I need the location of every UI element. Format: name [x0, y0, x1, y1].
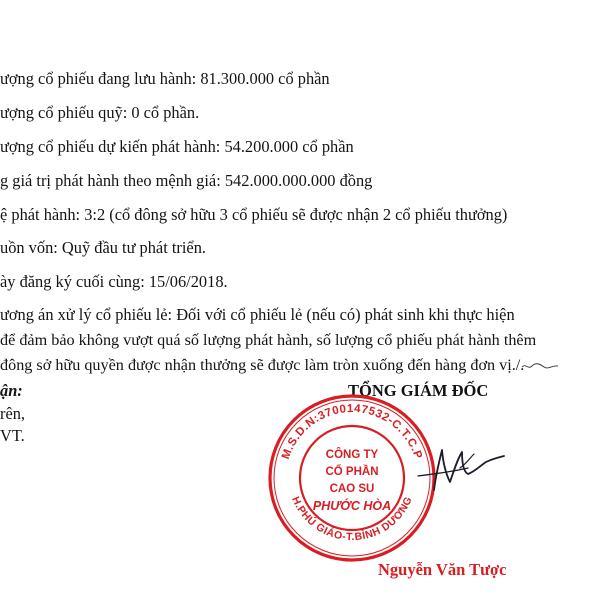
planned-issue-shares-line: ượng cổ phiếu dự kiến phát hành: 54.200.000 cổ phần — [0, 137, 354, 156]
issue-ratio-line: ệ phát hành: 3:2 (cổ đông sở hữu 3 cổ phiếu sẽ được nhận 2 cổ phiếu thưởng) — [0, 205, 508, 224]
handwritten-signature-icon — [412, 428, 522, 504]
seal-center-line-4: PHƯỚC HÒA — [312, 499, 392, 513]
outstanding-shares-line: ượng cổ phiếu đang lưu hành: 81.300.000 cổ phần — [0, 69, 330, 88]
seal-ring-text-bottom: H.PHÚ GIÁO-T.BÌNH DƯƠNG — [289, 494, 415, 544]
treasury-shares-line: ượng cổ phiếu quỹ: 0 cổ phần. — [0, 103, 200, 122]
recipient-line-1: rên, — [0, 404, 26, 423]
total-par-value-line: g giá trị phát hành theo mệnh giá: 542.000.000.000 đồng — [0, 171, 373, 190]
recipient-line-2: VT. — [0, 426, 25, 445]
odd-lot-handling-line-3: đông sở hữu quyền được nhận thưởng sẽ được làm tròn xuống đến hàng đơn vị./. — [0, 356, 525, 374]
funding-source-line: uồn vốn: Quỹ đầu tư phát triển. — [0, 238, 206, 257]
seal-ring-text-top: M.S.D.N:3700147532-C.T.C.P — [279, 402, 425, 461]
odd-lot-handling-line: ương án xử lý cổ phiếu lẻ: Đối với cổ phiếu lẻ (nếu có) phát sinh khi thực hiện — [0, 305, 515, 324]
signer-name: Nguyễn Văn Tược — [378, 560, 507, 579]
recipients-heading: ận: — [0, 381, 23, 400]
initial-mark-icon — [520, 360, 560, 372]
odd-lot-handling-line-2: để đảm bảo không vượt quá số lượng phát hành, số lượng cổ phiếu phát hành thêm — [0, 331, 537, 349]
seal-center-line-3: CAO SU — [329, 483, 375, 495]
record-date-line: ày đăng ký cuối cùng: 15/06/2018. — [0, 272, 228, 291]
seal-center-line-1: CÔNG TY — [325, 449, 379, 461]
seal-center-line-2: CỔ PHẦN — [325, 466, 379, 478]
signer-title: TỔNG GIÁM ĐỐC — [348, 381, 489, 400]
